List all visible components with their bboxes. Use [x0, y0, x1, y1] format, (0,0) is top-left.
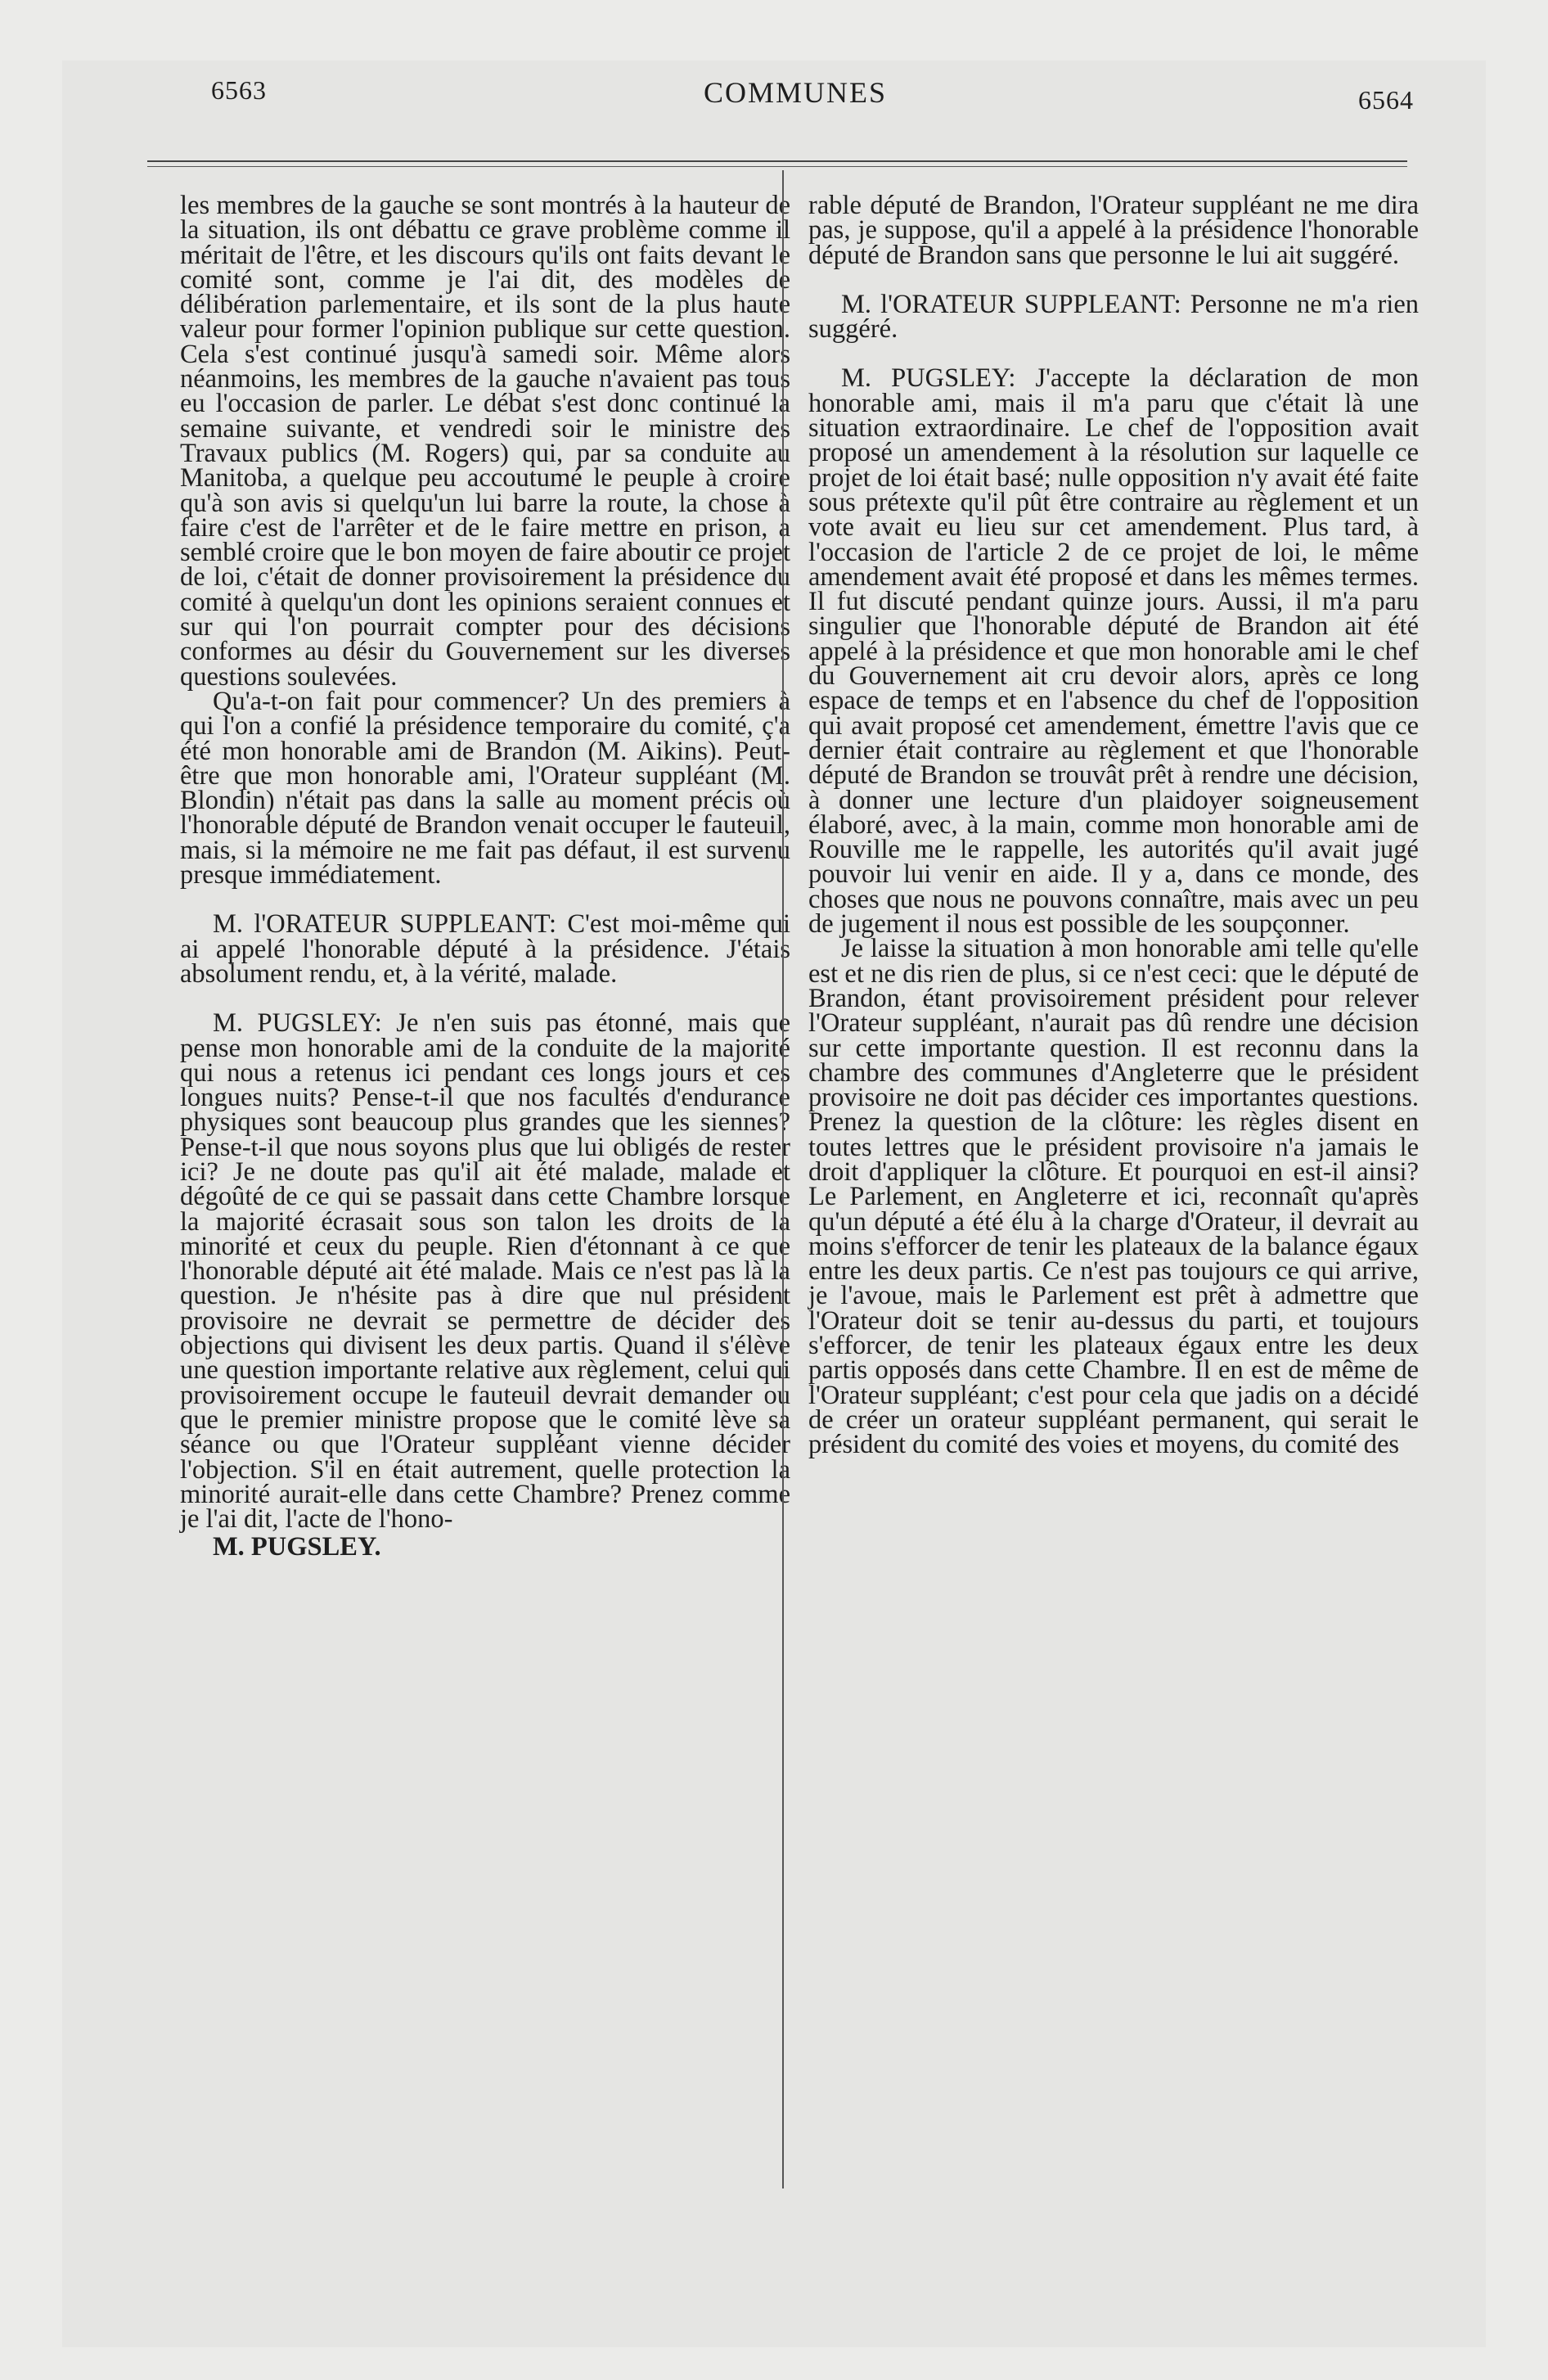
left-column: [180, 193, 790, 1560]
catchword: M. PUGSLEY.: [213, 1532, 381, 1562]
paragraph: M. l'ORATEUR SUPPLEANT: Personne ne m'a rien suggéré.: [808, 289, 1419, 345]
right-column: [808, 193, 1419, 1458]
page-number-left: 6563: [211, 75, 267, 105]
header-rule-thin: [147, 166, 1407, 167]
header-rule: [147, 160, 1407, 162]
paragraph: M. PUGSLEY: J'accepte la déclaration de mon honorable ami, mais il m'a paru que c'était là une situation extraordinaire. Le chef de l'opposition avait proposé un amendement à la résolution sur laquelle ce projet de loi était basé; nulle opposition n'y avait été faite sous prétexte qu'il pût être contraire au règlement et un vote avait eu lieu sur cet amendement. Plus tard, à l'occasion de l'article 2 de ce projet de loi, le même amendement avait été proposé et dans les mêmes termes. Il fut discuté pendant quinze jours. Aussi, il m'a paru singulier que l'honorable député de Brandon ait été appelé à la présidence et que mon honorable ami le chef du Gouvernement ait cru devoir alors, après ce long espace de temps et en l'absence du chef de l'opposition qui avait proposé cet amendement, émettre l'avis que ce dernier était contraire au règlement et que l'honorable député de Brandon se trouvât prêt à rendre une décision, à donner une lecture d'un plaidoyer soigneusement élaboré, avec, à la main, comme mon honorable ami de Rouville me le rappelle, les autorités qu'il avait jugé pouvoir lui venir en aide. Il y a, dans ce monde, des choses que nous ne pouvons connaître, mais avec un peu de jugement il nous est possible de les soupçonner.: [808, 363, 1419, 940]
paragraph: rable député de Brandon, l'Orateur suppléant ne me dira pas, je suppose, qu'il a appelé à la présidence l'honorable député de Brandon sans que personne le lui ait suggéré.: [808, 191, 1419, 270]
running-title: COMMUNES: [704, 76, 888, 109]
page-header: [131, 52, 1424, 115]
paragraph: Je laisse la situation à mon honorable ami telle qu'elle est et ne dis rien de plus, si ce n'est ceci: que le député de Brandon, étant provisoirement président pour relever l'Orateur suppléant, n'aurait pas dû rendre une décision sur cette importante question. Il est reconnu dans la chambre des communes d'Angleterre que le président provisoire ne doit pas décider ces importantes questions. Prenez la question de la clôture: les règles disent en toutes lettres que le président provisoire n'a jamais le droit d'appliquer la clôture. Et pourquoi en est-il ainsi? Le Parlement, en Angleterre et ici, reconnaît qu'après qu'un député a été élu à la charge d'Orateur, il devrait au moins s'efforcer de tenir les plateaux de la balance égaux entre les deux partis. Ce n'est pas toujours ce qui arrive, je l'avoue, mais le Parlement est prêt à admettre que l'Orateur doit se tenir au-dessus du parti, et toujours s'efforcer, de tenir les plateaux égaux entre les deux partis opposés dans cette Chambre. Il en est de même de l'Orateur suppléant; c'est pour cela que jadis on a décidé de créer un orateur suppléant permanent, qui serait le président du comité des voies et moyens, du comité des: [808, 934, 1419, 1460]
paragraph: M. l'ORATEUR SUPPLEANT: C'est moi-même qui ai appelé l'honorable député à la présidence. J'étais absolument rendu, et, à la vérité, malade.: [180, 909, 790, 989]
paragraph: les membres de la gauche se sont montrés à la hauteur de la situation, ils ont débattu ce grave problème comme il méritait de l'être, et les discours qu'ils ont faits devant le comité sont, comme je l'ai dit, des modèles de délibération parlementaire, et ils sont de la plus haute valeur pour former l'opinion publique sur cette question. Cela s'est continué jusqu'à samedi soir. Même alors néanmoins, les membres de la gauche n'avaient pas tous eu l'occasion de parler. Le débat s'est donc continué la semaine suivante, et vendredi soir le ministre des Travaux publics (M. Rogers) qui, par sa conduite au Manitoba, a quelque peu accoutumé le peuple à croire qu'à son avis si quelqu'un lui barre la route, la chose à faire c'est de l'arrêter et de le faire mettre en prison, a semblé croire que le bon moyen de faire aboutir ce projet de loi, c'était de donner provisoirement la présidence du comité à quelqu'un dont les opinions seraient connues et sur qui l'on pourrait compter pour des décisions conformes au désir du Gouvernement sur les diverses questions soulevées.: [180, 191, 790, 692]
paragraph: M. PUGSLEY: Je n'en suis pas étonné, mais que pense mon honorable ami de la conduite de la majorité qui nous a retenus ici pendant ces longs jours et ces longues nuits? Pense-t-il que nos facultés d'endurance physiques sont beaucoup plus grandes que les siennes? Pense-t-il que nous soyons plus que lui obligés de rester ici? Je ne doute pas qu'il ait été malade, malade et dégoûté de ce qui se passait dans cette Chambre lorsque la majorité écrasait sous son talon les droits de la minorité et ceux du peuple. Rien d'étonnant à ce que l'honorable député ait été malade. Mais ce n'est pas là la question. Je n'hésite pas à dire que nul président provisoire ne devrait se permettre de décider des objections qui divisent les deux partis. Quand il s'élève une question importante relative aux règlement, celui qui provisoirement occupe le fauteuil devrait demander ou que le premier ministre propose que le comité lève sa séance ou que l'Orateur suppléant vienne décider l'objection. S'il en était autrement, quelle protection la minorité aurait-elle dans cette Chambre? Prenez comme je l'ai dit, l'acte de l'hono-: [180, 1008, 790, 1535]
page-number-right: 6564: [1358, 85, 1414, 115]
paragraph: Qu'a-t-on fait pour commencer? Un des premiers à qui l'on a confié la présidence temporaire du comité, ç'a été mon honorable ami de Brandon (M. Aikins). Peut-être que mon honorable ami, l'Orateur suppléant (M. Blondin) n'était pas dans la salle au moment précis où l'honorable député de Brandon venait occuper le fauteuil, mais, si la mémoire ne me fait pas défaut, il est survenu presque immédiatement.: [180, 686, 790, 890]
column-divider: [782, 170, 784, 2188]
